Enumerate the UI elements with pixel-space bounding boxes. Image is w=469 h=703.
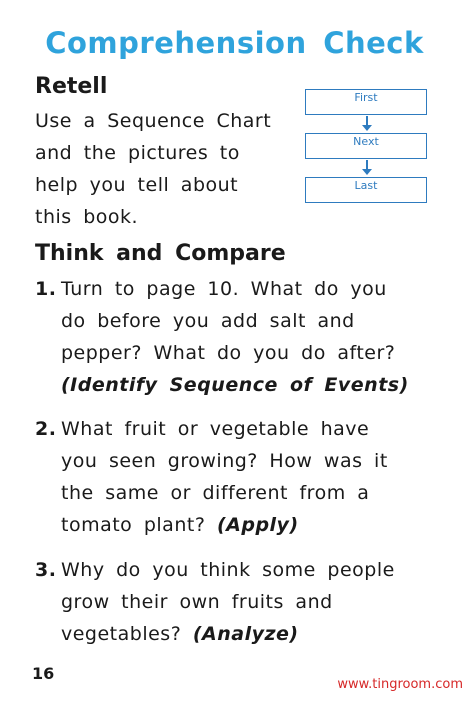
sequence-chart xyxy=(305,89,429,203)
question-line: you seen growing? How was it xyxy=(61,450,388,472)
question-line: vegetables? xyxy=(61,623,182,645)
question-line: grow their own fruits and xyxy=(61,591,333,613)
retell-line: Use a Sequence Chart xyxy=(35,110,272,132)
sequence-box-next: Next xyxy=(305,133,427,159)
page-number: 16 xyxy=(32,664,55,683)
question-number: 1. xyxy=(35,278,57,300)
retell-line: this book. xyxy=(35,206,139,228)
think-compare-heading: Think and Compare xyxy=(35,241,286,266)
question-line: Why do you think some people xyxy=(61,559,395,581)
retell-line: help you tell about xyxy=(35,174,239,196)
page-title: Comprehension Check xyxy=(45,26,424,60)
website-watermark[interactable]: www.tingroom.com xyxy=(337,677,463,692)
retell-line: and the pictures to xyxy=(35,142,240,164)
question-1 xyxy=(35,273,435,401)
down-arrow-icon xyxy=(305,159,429,177)
question-number: 2. xyxy=(35,418,57,440)
question-3 xyxy=(35,554,435,650)
sequence-box-first: First xyxy=(305,89,427,115)
question-skill-tag: (Analyze) xyxy=(192,623,299,645)
question-line: pepper? What do you do after? xyxy=(61,342,396,364)
question-line: tomato plant? xyxy=(61,514,206,536)
question-skill-tag: (Identify Sequence of Events) xyxy=(61,374,409,396)
question-line: What fruit or vegetable have xyxy=(61,418,370,440)
down-arrow-icon xyxy=(305,115,429,133)
sequence-box-last: Last xyxy=(305,177,427,203)
question-line: the same or different from a xyxy=(61,482,370,504)
question-line: Turn to page 10. What do you xyxy=(61,278,387,300)
retell-instructions xyxy=(35,105,285,233)
question-skill-tag: (Apply) xyxy=(216,514,299,536)
retell-heading: Retell xyxy=(35,74,108,99)
question-number: 3. xyxy=(35,559,57,581)
question-line: do before you add salt and xyxy=(61,310,355,332)
question-2 xyxy=(35,413,435,541)
